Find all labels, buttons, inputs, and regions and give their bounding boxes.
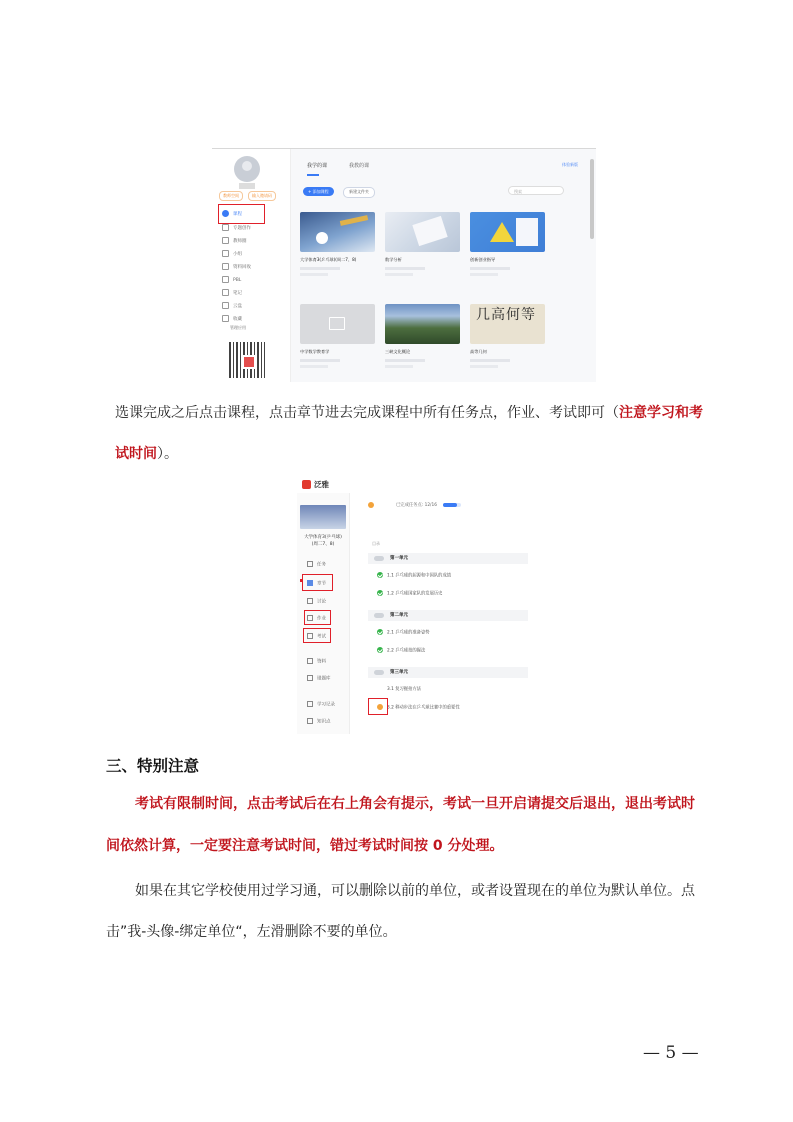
instruction-paragraph-line1	[115, 403, 703, 423]
sidebar-item-homework[interactable]: 作业	[307, 615, 326, 622]
toggle-icon[interactable]	[374, 556, 384, 561]
note-line1: 如果在其它学校使用过学习通，可以删除以前的单位，或者设置现在的单位为默认单位。点	[135, 883, 695, 899]
invite-code-tag[interactable]: 输入邀请码	[248, 191, 276, 201]
instruction-paragraph-line2	[115, 444, 178, 464]
try-new-version-link[interactable]: 体验新版	[562, 162, 578, 167]
unit-header[interactable]	[368, 553, 528, 564]
completed-check-icon	[377, 572, 383, 578]
unit-title: 第二单元	[390, 613, 408, 618]
course-title-line2: (周二7、8)	[311, 542, 335, 547]
sidebar-item-pbl[interactable]: PBL	[222, 276, 241, 285]
image-placeholder-icon	[329, 317, 345, 330]
highlight-box-courses	[218, 204, 265, 224]
highlight-box-pending-task	[368, 698, 388, 715]
teacher-line	[385, 267, 425, 270]
circle-icon	[222, 237, 229, 244]
sidebar-item-groups[interactable]: 小组	[222, 250, 242, 259]
teacher-line	[470, 359, 510, 362]
unit-title: 第一单元	[390, 556, 408, 561]
avatar[interactable]	[234, 156, 260, 182]
app-topbar	[297, 476, 532, 494]
wrong-questions-icon	[307, 675, 313, 681]
instruction-end: ）。	[157, 446, 178, 462]
qr-code-image	[229, 342, 265, 378]
course-card[interactable]	[385, 212, 460, 276]
scrollbar[interactable]	[590, 159, 594, 239]
course-card[interactable]	[300, 304, 375, 368]
sidebar-item-study-record[interactable]: 学习记录	[307, 701, 335, 708]
calligraphy-text: 几高何等	[476, 307, 536, 323]
course-card[interactable]	[385, 304, 460, 368]
active-tab-underline	[307, 174, 319, 176]
class-line	[300, 365, 328, 368]
course-card[interactable]	[470, 212, 545, 276]
course-thumbnail	[385, 304, 460, 344]
class-line	[300, 273, 328, 276]
instruction-text: 选课完成之后点击课程，点击章节进去完成课程中所有任务点，作业、考试即可（	[115, 405, 619, 421]
unit-header[interactable]	[368, 610, 528, 621]
completed-check-icon	[377, 629, 383, 635]
instruction-highlight-cont: 试时间	[115, 446, 157, 462]
sidebar-item-courses[interactable]: 课程	[222, 210, 242, 219]
lesson-item[interactable]: 3.2 移动步法在乒乓球比赛中的重要性	[377, 704, 460, 711]
course-card[interactable]	[300, 212, 375, 276]
brand-logo-icon	[302, 480, 311, 489]
note-icon	[222, 289, 229, 296]
course-list-screenshot	[212, 148, 596, 382]
lesson-item[interactable]: 3.1 复习握拍方法	[387, 687, 421, 692]
cloud-icon	[222, 302, 229, 309]
course-title: 大学体育3(乒乓球)(周二7、8)	[300, 257, 357, 262]
highlight-box-homework	[304, 610, 331, 625]
teacher-line	[385, 359, 425, 362]
teacher-space-tag[interactable]: 教师空间	[219, 191, 243, 201]
sidebar-item-notes[interactable]: 笔记	[222, 289, 242, 298]
course-thumbnail	[300, 212, 375, 252]
class-line	[385, 273, 413, 276]
completed-check-icon	[377, 590, 383, 596]
teacher-line	[300, 359, 340, 362]
sidebar-item-knowledge[interactable]: 知识点	[307, 718, 331, 725]
toggle-icon[interactable]	[374, 613, 384, 618]
teacher-line	[470, 267, 510, 270]
highlight-box-exam	[303, 628, 331, 643]
progress-bar	[443, 503, 461, 507]
materials-icon	[307, 658, 313, 664]
page-number: — 5 —	[643, 1043, 699, 1063]
toggle-icon[interactable]	[374, 670, 384, 675]
warning-line2: 间依然计算，一定要注意考试时间，错过考试时间按 0 分处理。	[106, 838, 504, 854]
class-line	[470, 273, 498, 276]
sidebar-item-wrong-questions[interactable]: 错题库	[307, 675, 331, 682]
sidebar-item-recycle[interactable]: 资料回收	[222, 263, 251, 272]
teacher-line	[300, 267, 340, 270]
catalog-label: 目录	[372, 541, 380, 546]
course-thumbnail	[470, 212, 545, 252]
class-line	[470, 365, 498, 368]
tab-my-learning[interactable]: 我学的课	[307, 163, 328, 169]
brand-name: 泛雅	[314, 480, 329, 489]
sidebar-item-discussion[interactable]: 讨论	[307, 598, 326, 605]
sidebar-item-cloud[interactable]: 云盘	[222, 302, 242, 311]
instruction-highlight: 注意学习和考	[619, 405, 703, 421]
sidebar-item-teacher-circle[interactable]: 教师圈	[222, 237, 247, 246]
sidebar-item-favorites[interactable]: 收藏	[222, 315, 242, 324]
task-icon	[307, 561, 313, 567]
course-card[interactable]	[470, 304, 545, 368]
course-thumbnail	[385, 212, 460, 252]
course-thumbnail	[470, 304, 545, 344]
class-line	[385, 365, 413, 368]
tab-my-teaching[interactable]: 我教的课	[349, 163, 370, 169]
pbl-icon	[222, 276, 229, 283]
record-icon	[307, 701, 313, 707]
unit-title: 第三单元	[390, 670, 408, 675]
add-course-button[interactable]: + 添加课程	[303, 187, 334, 196]
highlight-box-chapters	[302, 574, 333, 591]
unit-header[interactable]	[368, 667, 528, 678]
discussion-icon	[307, 598, 313, 604]
chapter-content	[350, 493, 532, 734]
status-dot-icon	[368, 502, 374, 508]
sidebar-item-tasks[interactable]: 任务	[307, 561, 326, 568]
section-heading: 三、特别注意	[106, 757, 200, 775]
topic-icon	[222, 224, 229, 231]
lesson-item[interactable]: 1.1 乒乓球的起源和中国队的成绩	[377, 572, 451, 579]
course-thumbnail	[300, 505, 346, 529]
recycle-icon	[222, 263, 229, 270]
course-title: 三峡文化概论	[385, 349, 411, 354]
lesson-item[interactable]: 2.1 乒乓球的准备姿势	[377, 629, 430, 636]
sidebar-item-topics[interactable]: 专题创作	[222, 224, 251, 233]
course-main-area	[291, 149, 596, 382]
progress-text: 已完成任务点: 12/16	[396, 503, 437, 508]
knowledge-icon	[307, 718, 313, 724]
sidebar-item-materials[interactable]: 资料	[307, 658, 326, 665]
sidebar-item-chapters[interactable]: 章节	[307, 580, 326, 587]
group-icon	[222, 250, 229, 257]
progress-bar-fill	[443, 503, 457, 507]
manage-apps-link[interactable]: 管理应用	[230, 325, 246, 330]
new-folder-button[interactable]: 新建文件夹	[343, 187, 375, 198]
warning-line1: 考试有限制时间，点击考试后在右上角会有提示，考试一旦开启请提交后退出，退出考试时	[135, 796, 695, 812]
sidebar	[212, 149, 291, 382]
search-input[interactable]: 搜索	[508, 186, 564, 195]
star-icon	[222, 315, 229, 322]
sidebar-item-exam[interactable]: 考试	[307, 633, 326, 640]
user-name-blurred	[239, 183, 255, 189]
completed-check-icon	[377, 647, 383, 653]
chapter-screenshot	[297, 476, 532, 734]
lesson-item[interactable]: 2.2 乒乓球拍的握法	[377, 647, 425, 654]
note-line2: 击”我-头像-绑定单位“，左滑删除不要的单位。	[106, 924, 397, 940]
course-title-line1: 大学体育3(乒乓球)	[304, 535, 342, 540]
course-title: 创新创业指导	[470, 257, 496, 262]
course-title: 数学分析	[385, 257, 402, 262]
course-thumbnail	[300, 304, 375, 344]
course-title: 高等几何	[470, 349, 487, 354]
lesson-item[interactable]: 1.2 乒乓球国家队的发展历史	[377, 590, 442, 597]
course-sidebar	[297, 493, 350, 734]
course-title: 中学数学教育学	[300, 349, 330, 354]
